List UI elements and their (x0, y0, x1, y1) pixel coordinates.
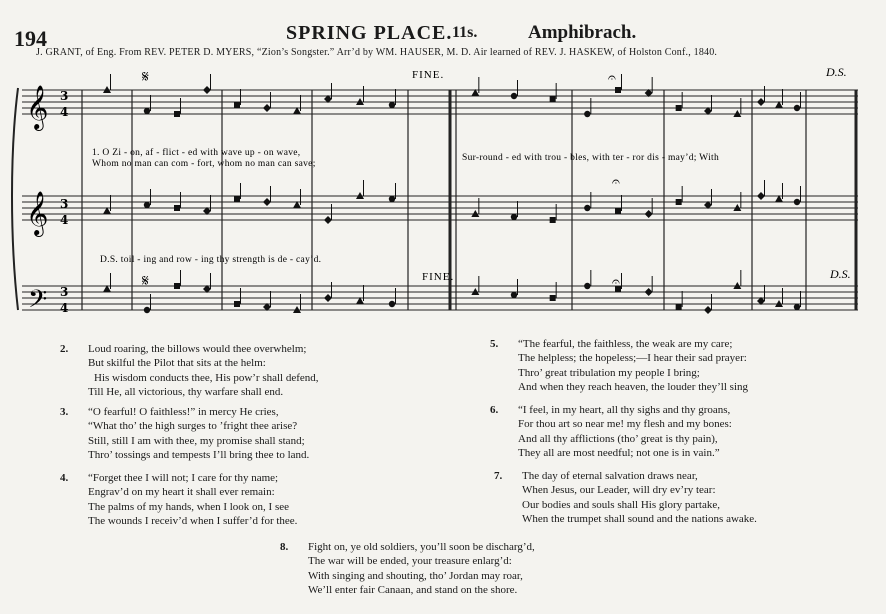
credits-line: J. GRANT, of Eng. From REV. PETER D. MYERS, “Zion’s Songster.” Arr’d by WM. HAUSER, M. D. Air learned of REV. J. HASKEW, of Holston Conf., 1840. (36, 47, 718, 58)
note-head (550, 295, 556, 301)
note-head (511, 93, 517, 99)
note-head (144, 108, 150, 114)
note-head (757, 192, 765, 200)
fermata-icon: 𝄐 (608, 70, 616, 86)
verse-line: Thro’ tossings and tempests I’ll bring thee to land. (88, 448, 310, 461)
verse-line: The palms of my hands, when I look on, I see (88, 500, 290, 513)
treble-clef-icon: 𝄞 (26, 85, 49, 129)
segno-icon: 𝄋 (142, 271, 149, 290)
note-head (389, 102, 395, 108)
note-head (144, 202, 150, 208)
hymn-title: SPRING PLACE. (286, 22, 453, 44)
note-head (794, 105, 800, 111)
note-head (794, 199, 800, 205)
note-head (676, 304, 682, 310)
verse-number: 3. (60, 406, 69, 418)
note-head (389, 196, 395, 202)
time-signature: 3 (60, 89, 69, 103)
verse-8 (280, 540, 535, 597)
lyric-line: Whom no man can com - fort, whom no man can save; (92, 159, 316, 169)
segno-icon: 𝄋 (142, 67, 149, 86)
note-head (550, 96, 556, 102)
bass-clef-icon: 𝄢 (28, 285, 48, 320)
verse-line: Thro’ great tribulation my people I bring; (518, 366, 700, 379)
note-head (645, 288, 653, 296)
note-head (389, 301, 395, 307)
brace-icon (12, 88, 18, 310)
verse-6 (490, 403, 732, 460)
note-head (263, 104, 271, 112)
verse-number: 8. (280, 541, 289, 553)
note-head (615, 208, 621, 214)
note-head (757, 98, 765, 106)
verse-line: But skilful the Pilot that sits at the helm: (88, 357, 266, 370)
note-head (263, 198, 271, 206)
fine-mark: FINE. (422, 271, 455, 283)
note-head (511, 214, 517, 220)
note-head (174, 111, 180, 117)
note-head (203, 86, 211, 94)
note-head (511, 292, 517, 298)
note-head (550, 217, 556, 223)
verse-number: 5. (490, 338, 499, 350)
verse-line: “I feel, in my heart, all thy sighs and thy groans, (518, 404, 731, 416)
verse-line: When the trumpet shall sound and the nations awake. (522, 512, 757, 525)
note-head (704, 306, 712, 314)
verse-line: They all are most needful; not one is in vain.” (518, 446, 720, 459)
note-head (234, 102, 240, 108)
verse-number: 7. (494, 470, 503, 482)
note-head (615, 87, 621, 93)
verse-line: “O fearful! O faithless!” in mercy He cries, (88, 406, 279, 418)
hymn-subtitle: Amphibrach. (528, 22, 637, 43)
note-head (174, 283, 180, 289)
note-head (676, 199, 682, 205)
bar-lines (82, 90, 856, 310)
verse-line: Still, still I am with thee, my promise shall stand; (88, 434, 305, 447)
verse-line: And when they reach heaven, the louder they’ll sing (518, 380, 749, 393)
page-number: 194 (14, 26, 47, 51)
verse-3 (60, 405, 310, 462)
verse-number: 2. (60, 343, 69, 355)
verse-line: When Jesus, our Leader, will dry ev’ry tear: (522, 484, 716, 497)
lyric-line: D.S. toil - ing and row - ing thy strength is de - cay’d. (100, 255, 322, 265)
verse-line: The helpless; the hopeless;—I hear their sad prayer: (518, 352, 747, 365)
meter-label: 11s. (452, 24, 478, 41)
lyric-line: Sur-round - ed with trou - bles, with ter - ror dis - may’d; With (462, 153, 719, 163)
fine-mark: FINE. (412, 69, 445, 81)
verse-line: The war will be ended, your treasure enlarg’d: (308, 555, 512, 568)
time-signature: 4 (60, 105, 69, 119)
verse-line: Our bodies and souls shall His glory partake, (522, 498, 720, 511)
note-head (794, 304, 800, 310)
note-head (584, 111, 590, 117)
verse-2 (60, 342, 319, 399)
verse-line: “The fearful, the faithless, the weak are my care; (518, 338, 733, 350)
verse-line: Fight on, ye old soldiers, you’ll soon be discharg’d, (308, 541, 535, 553)
fermata-icon: 𝄐 (612, 174, 620, 190)
note-head (324, 216, 332, 224)
verse-line: “What tho’ the high surges to ’fright thee arise? (88, 420, 298, 433)
verse-4 (60, 471, 298, 528)
verse-number: 4. (60, 472, 69, 484)
verse-5 (490, 337, 749, 394)
ds-mark: D.S. (830, 267, 851, 281)
verse-line: And all thy afflictions (tho’ great is thy pain), (518, 432, 718, 445)
time-signature: 3 (60, 285, 69, 299)
verse-line: Till He, all victorious, thy warfare shall end. (88, 385, 284, 398)
verse-7 (494, 469, 757, 526)
note-head (645, 210, 653, 218)
time-signature: 3 (60, 197, 69, 211)
lyric-line: 1. O Zi - on, af - flict - ed with wave up - on wave, (92, 148, 301, 158)
verse-line: Loud roaring, the billows would thee overwhelm; (88, 343, 307, 355)
note-head (174, 205, 180, 211)
verse-line: With singing and shouting, tho’ Jordan may roar, (308, 569, 523, 582)
note-head (234, 196, 240, 202)
time-signature: 4 (60, 213, 69, 227)
note-head (234, 301, 240, 307)
treble-clef-icon: 𝄞 (26, 191, 49, 235)
verse-line: Engrav’d on my heart it shall ever remain: (88, 486, 275, 499)
verse-line: For thou art so near me! my flesh and my bones: (518, 418, 732, 431)
verse-line: His wisdom conducts thee, His pow’r shall defend, (94, 371, 319, 384)
verse-line: The wounds I receiv’d when I suffer’d for thee. (88, 514, 298, 527)
note-head (324, 294, 332, 302)
note-head (584, 283, 590, 289)
note-head (584, 205, 590, 211)
verse-line: We’ll enter fair Canaan, and stand on the shore. (308, 583, 518, 596)
verse-line: “Forget thee I will not; I care for thy name; (88, 472, 279, 484)
note-head (144, 307, 150, 313)
verse-line: The day of eternal salvation draws near, (522, 470, 698, 482)
note-head (676, 105, 682, 111)
fermata-icon: 𝄐 (612, 274, 620, 290)
time-signature: 4 (60, 301, 69, 315)
verse-number: 6. (490, 404, 499, 416)
ds-mark: D.S. (826, 65, 847, 79)
